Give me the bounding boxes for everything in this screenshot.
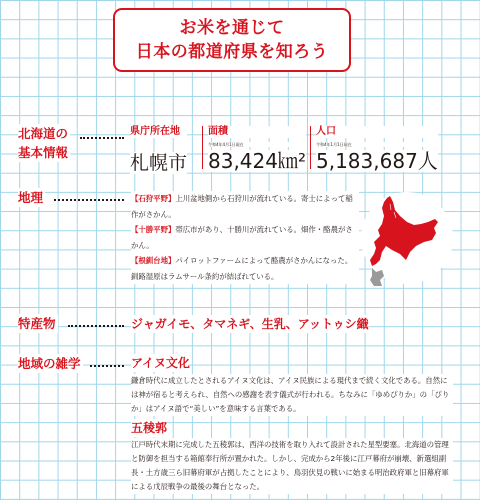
- geography-leader: [54, 199, 124, 201]
- title-line2: 日本の都道府県を知ろう: [135, 41, 329, 62]
- basic-info-label: [18, 124, 70, 162]
- area-heading: 面積: [208, 126, 306, 138]
- goryokaku-text: 江戸時代末期に完成した五稜郭は、西洋の技術を取り入れて設計された星型要塞。北海道の管理と防御を担当する箱館奉行所が置かれた。しかし、完成から2年後に江戸幕府が崩壊、新選組副長・土方歳三ら旧幕府軍が占拠したことにより、鳥羽伏見の戦いに始まる明治政府軍と旧幕府軍による戊辰戦争の最後の舞台となった。: [131, 438, 453, 494]
- area-note: 令和4年4月1日現在: [208, 142, 306, 147]
- geography-item-tag: 【石狩平野】: [131, 194, 176, 203]
- geography-item-tag: 【根釧台地】: [131, 256, 176, 265]
- area-value: 83,424㎞²: [208, 149, 306, 173]
- capital-value: 札幌市: [130, 152, 188, 174]
- divider-2: [310, 126, 311, 169]
- title-box: [113, 8, 351, 72]
- geography-item: [131, 191, 359, 222]
- area-block: [208, 126, 306, 172]
- trivia-label: 地域の雑学: [18, 356, 81, 371]
- geography-item-text: 帯広市があり、十勝川が流れている。畑作・酪農がさかん。: [131, 225, 353, 250]
- goryokaku-title: 五稜郭: [131, 421, 168, 435]
- capital-heading: 県庁所在地: [130, 126, 187, 138]
- specialty-value: ジャガイモ、タマネギ、生乳、アットゥシ織: [131, 317, 369, 331]
- geography-label: 地理: [18, 190, 44, 205]
- geography-item-text: 上川盆地側から石狩川が流れている。寄士によって稲作がさかん。: [131, 194, 353, 219]
- geography-item-tag: 【十勝平野】: [131, 225, 176, 234]
- basic-info-leader: [80, 137, 124, 139]
- population-note: 令和4年1月1日現在: [316, 142, 438, 147]
- title-line1: お米を通じて: [179, 17, 285, 38]
- basic-info-label-line1: 北海道の: [18, 126, 69, 141]
- population-heading: 人口: [316, 126, 438, 138]
- basic-info-label-line2: 基本情報: [18, 145, 69, 160]
- population-block: [316, 126, 438, 172]
- specialty-label: 特産物: [18, 316, 56, 331]
- population-value: 5,183,687人: [316, 149, 438, 173]
- geography-item-text: パイロットファームによって酪農がさかんになった。釧路湿原はラムサール条約が結ばれている。: [131, 256, 353, 281]
- ainu-title: アイヌ文化: [131, 356, 190, 370]
- ainu-text: 鎌倉時代に成立したとされるアイヌ文化は、アイヌ民族による現代まで続く文化である。自然には神が宿ると考えられ、自然への感謝を表す儀式が行われる。ちなみに「ゆめぴりか」の「ぴりか」はアイヌ語で“美しい”を意味する言葉である。: [131, 374, 453, 416]
- geography-item: [131, 222, 359, 253]
- geography-text: [131, 191, 359, 284]
- hokkaido-map: [354, 192, 460, 288]
- specialty-leader: [68, 325, 124, 327]
- divider-1: [202, 126, 203, 169]
- geography-item: [131, 253, 359, 284]
- capital-block: [130, 126, 187, 174]
- trivia-leader: [90, 365, 124, 367]
